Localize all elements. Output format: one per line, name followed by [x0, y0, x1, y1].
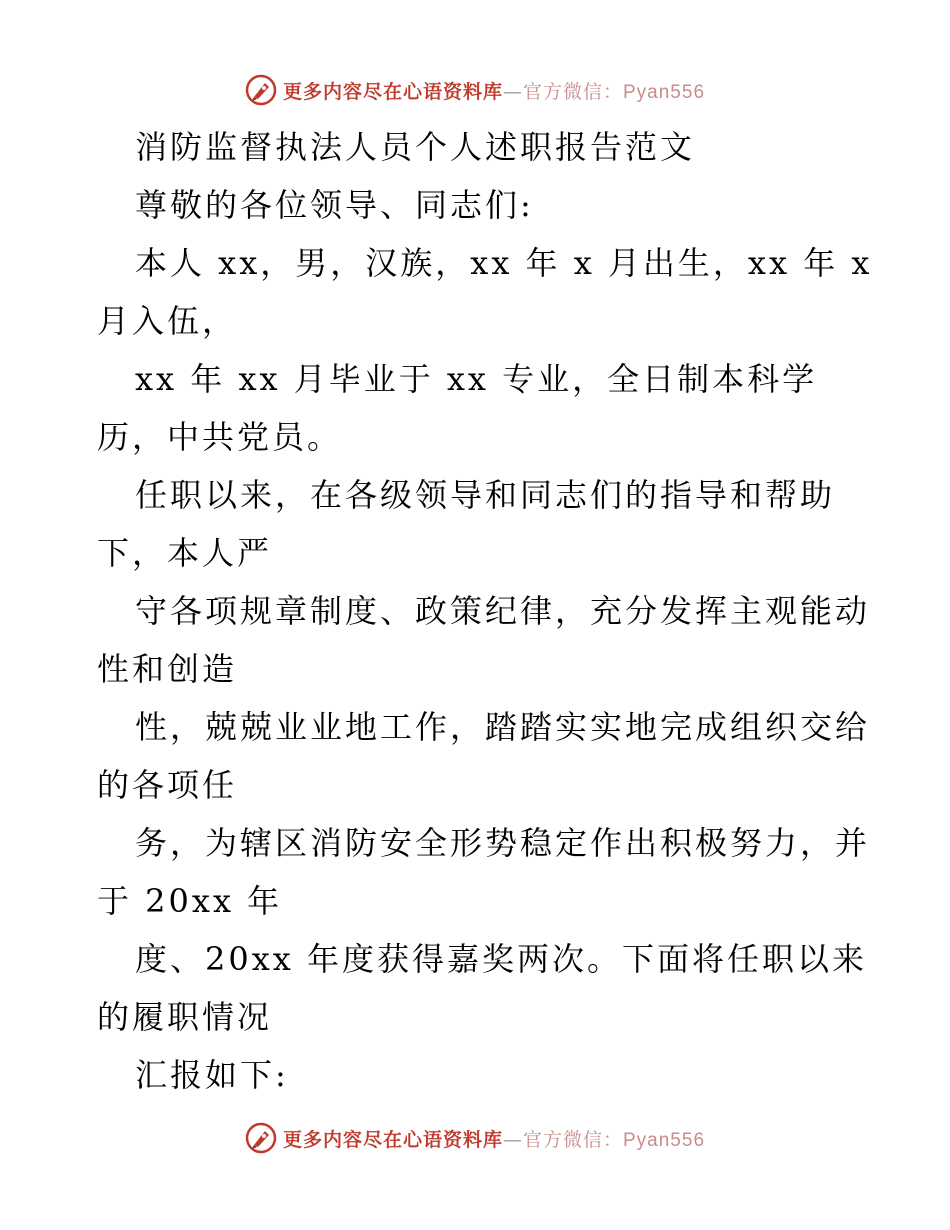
- document-line: 度、20xx 年度获得嘉奖两次。下面将任职以来: [135, 940, 867, 978]
- document-line: 下，本人严: [97, 534, 273, 572]
- document-line: xx 年 xx 月毕业于 xx 专业，全日制本科学: [135, 360, 818, 398]
- header-banner-text: 更多内容尽在心语资料库—官方微信：Pyan556: [282, 80, 706, 103]
- document-line: 任职以来，在各级领导和同志们的指导和帮助: [135, 476, 836, 514]
- footer-banner: [0, 1118, 950, 1158]
- document-line: 务，为辖区消防安全形势稳定作出积极努力，并: [135, 824, 871, 862]
- pen-nib-logo-icon: [245, 1122, 277, 1154]
- document-line: 性和创造: [97, 650, 238, 688]
- document-line: 历，中共党员。: [97, 418, 343, 456]
- document-line: 的各项任: [97, 766, 238, 804]
- document-title: 消防监督执法人员个人述职报告范文: [135, 128, 696, 166]
- document-line: 汇报如下:: [135, 1056, 289, 1094]
- document-line: 月入伍，: [97, 302, 238, 340]
- document-line: 于 20xx 年: [97, 882, 283, 920]
- document-line: 守各项规章制度、政策纪律，充分发挥主观能动: [135, 592, 871, 630]
- document-line: 性，兢兢业业地工作，踏踏实实地完成组织交给: [135, 708, 871, 746]
- footer-banner-text: 更多内容尽在心语资料库—官方微信：Pyan556: [282, 1128, 706, 1151]
- document-line: 尊敬的各位领导、同志们:: [135, 186, 534, 224]
- document-line: 的履职情况: [97, 998, 273, 1036]
- document-line: 本人 xx，男，汉族，xx 年 x 月出生，xx 年 x: [135, 244, 873, 282]
- pen-nib-logo-icon: [245, 74, 277, 106]
- header-banner: [0, 70, 950, 110]
- document-body: [97, 118, 873, 1104]
